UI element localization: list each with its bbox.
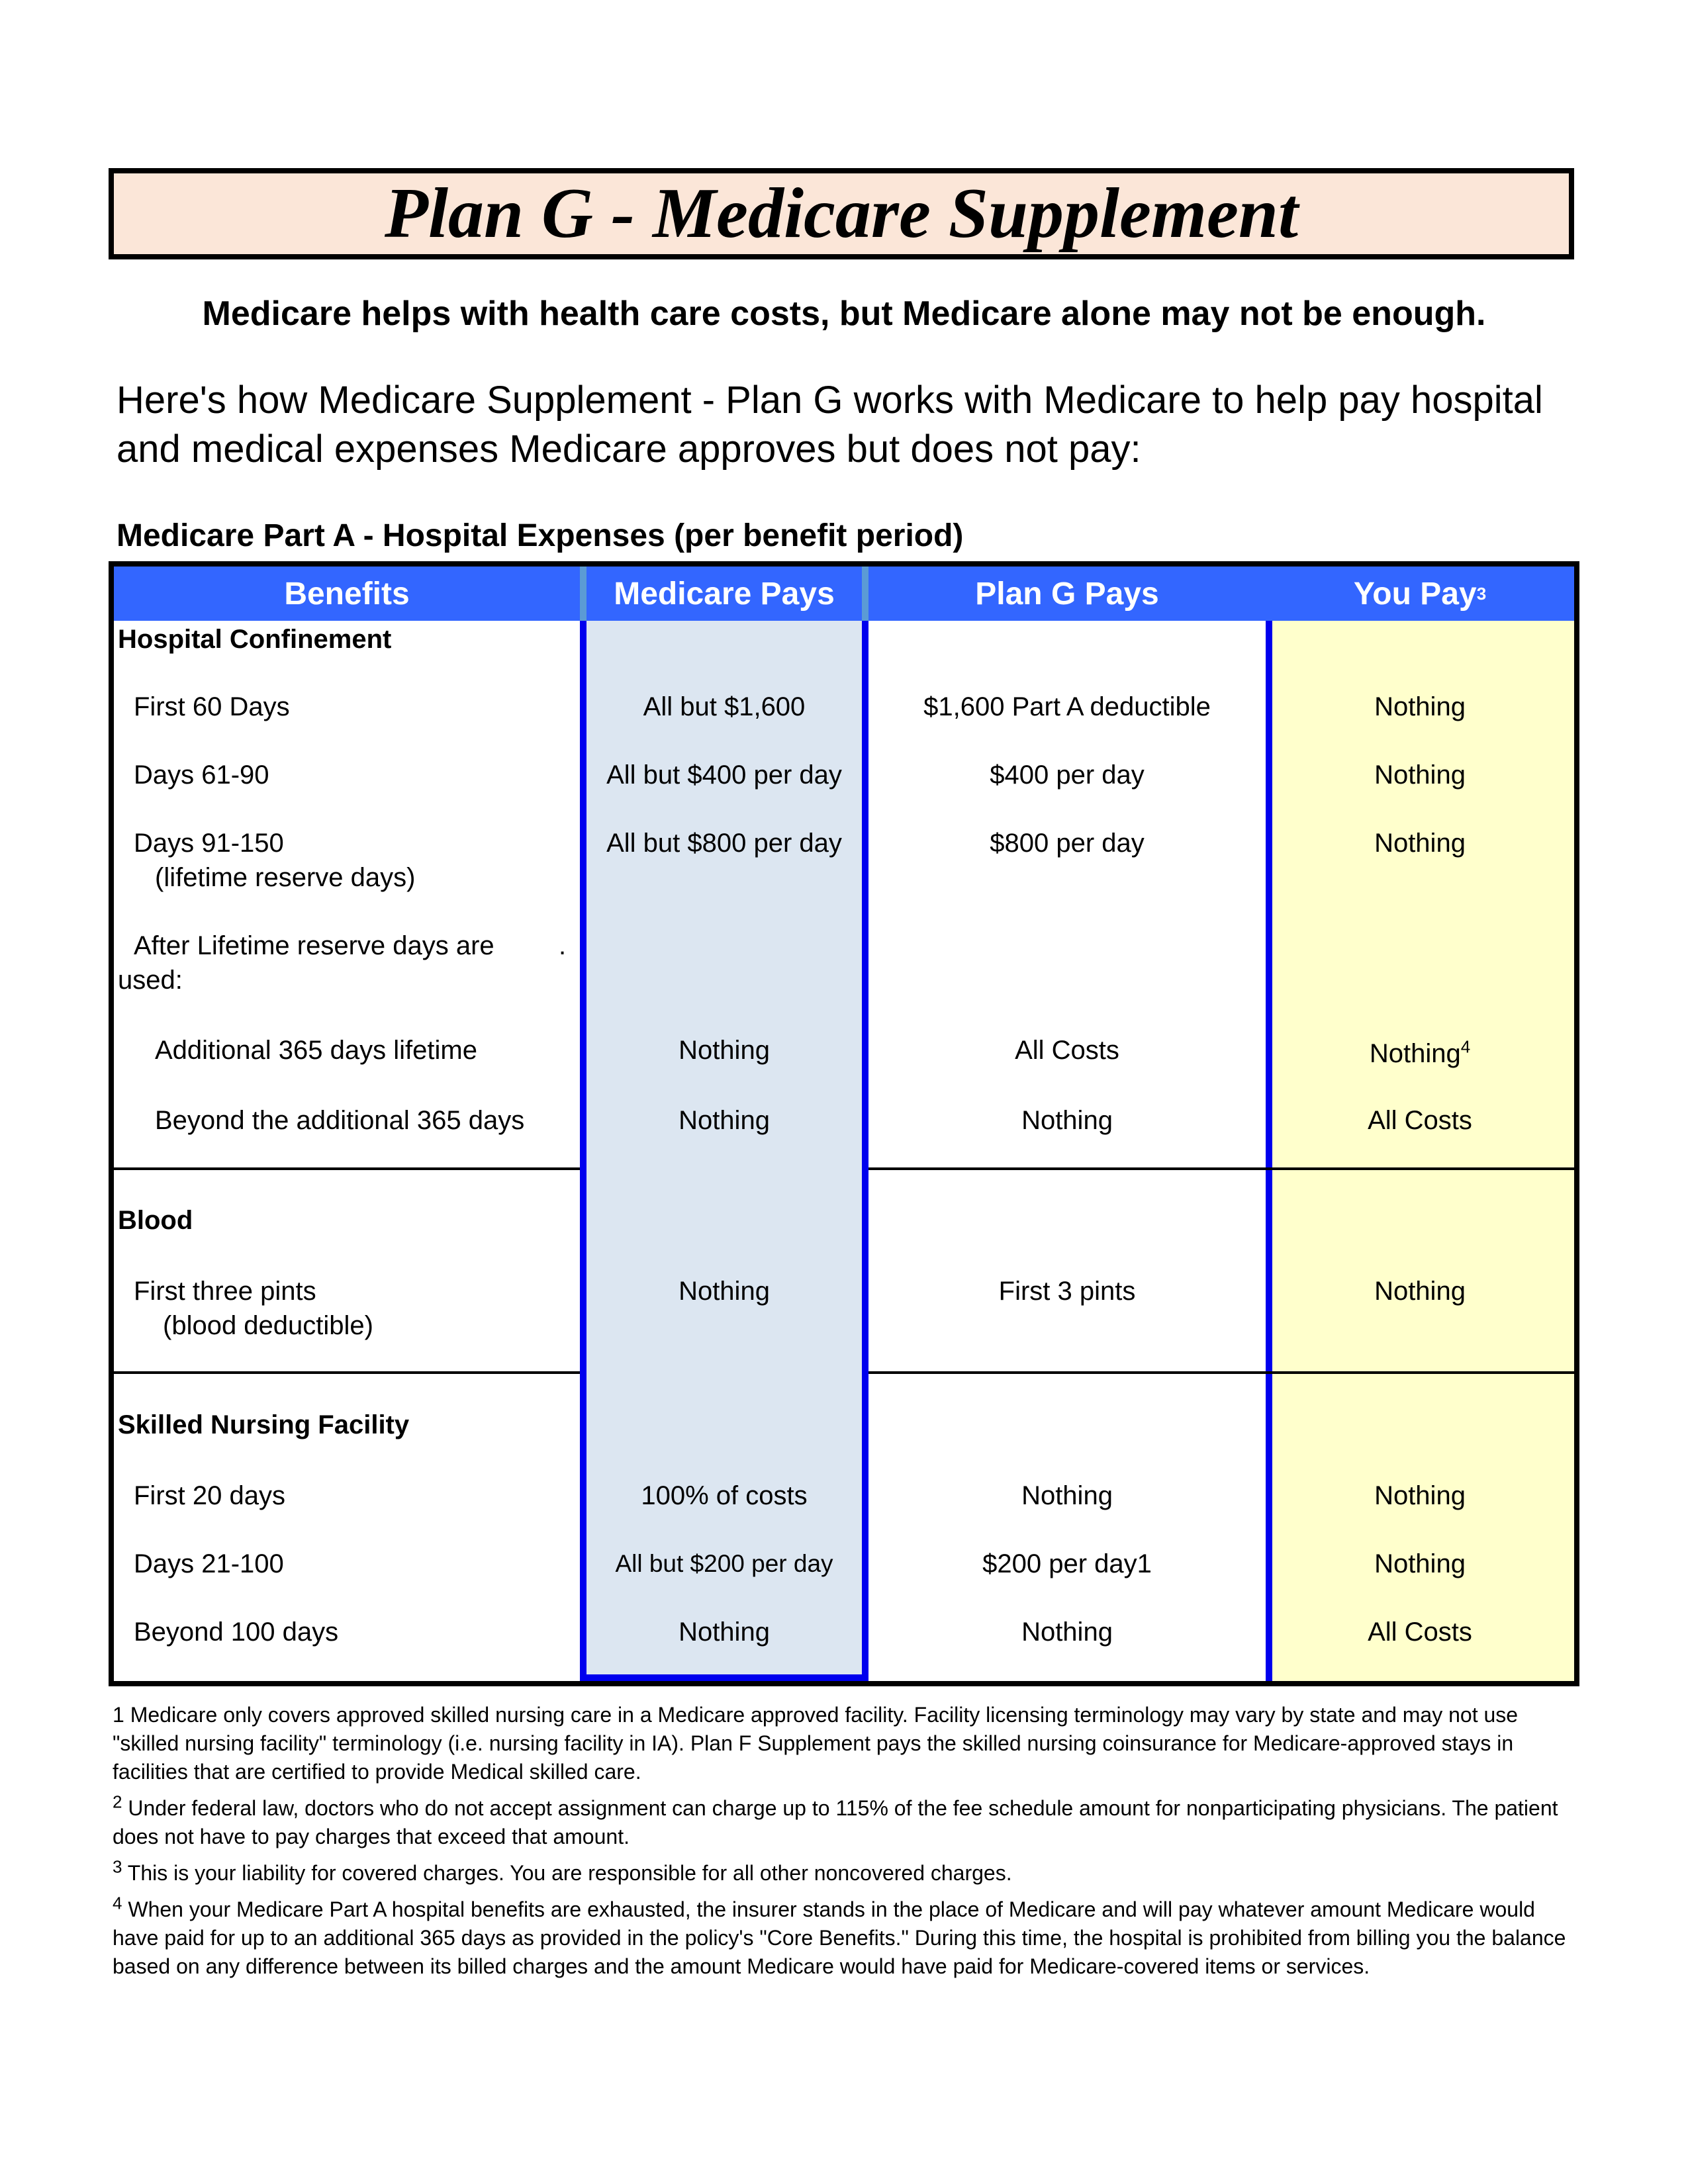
benefit-days-91-150: Days 91-150: [134, 829, 284, 858]
benefit-beyond-100-days: Beyond 100 days: [134, 1617, 339, 1647]
benefit-days-21-100: Days 21-100: [134, 1549, 284, 1578]
medicare-value: Nothing: [679, 1617, 770, 1647]
header-plan-g-pays: Plan G Pays: [868, 567, 1266, 621]
youpay-value: All Costs: [1368, 1617, 1472, 1647]
footnote-3-text: This is your liability for covered charges. You are responsible for all other noncovered charges.: [122, 1861, 1012, 1885]
header-medicare-pays: Medicare Pays: [580, 567, 868, 621]
section-divider: [868, 1167, 1574, 1170]
medicare-value: All but $400 per day: [606, 760, 842, 790]
category-hospital-confinement: Hospital Confinement: [118, 625, 392, 654]
subtitle: Medicare helps with health care costs, but Medicare alone may not be enough.: [202, 295, 1486, 333]
benefit-days-91-150-note: (lifetime reserve days): [155, 863, 416, 892]
plang-value: $800 per day: [990, 829, 1145, 858]
category-skilled-nursing: Skilled Nursing Facility: [118, 1410, 410, 1439]
plang-value: $200 per day1: [982, 1549, 1152, 1578]
section-divider: [114, 1371, 580, 1374]
medicare-value: All but $1,600: [643, 692, 806, 721]
footnote-4-text: When your Medicare Part A hospital benefits are exhausted, the insurer stands in the place of Medicare and will pay whatever amount Medicare would have paid for up to an additional 365 days as provided in the policy's "Core Benefits." During this time, the hospital is prohibited from billing you the balance based on any difference between its billed charges and the amount Medicare would have paid for Medicare-covered items or services.: [113, 1897, 1566, 1978]
after-lifetime-dot: .: [559, 931, 567, 960]
benefits-table: [109, 561, 1579, 1686]
plang-value: $1,600 Part A deductible: [923, 692, 1211, 721]
title-box: [109, 168, 1574, 259]
benefit-first-20-days: First 20 days: [134, 1481, 285, 1510]
section-divider: [868, 1371, 1574, 1374]
plang-value: Nothing: [1021, 1106, 1113, 1135]
header-you-pay-label: You Pay: [1353, 576, 1477, 612]
medicare-value: Nothing: [679, 1036, 770, 1065]
after-lifetime-label-cont: used:: [118, 966, 183, 995]
youpay-value: Nothing: [1374, 829, 1466, 858]
footnote-2-text: Under federal law, doctors who do not accept assignment can charge up to 115% of the fee schedule amount for nonparticipating physicians. The patient does not have to pay charges that exceed that amount.: [113, 1796, 1558, 1848]
section-heading: Medicare Part A - Hospital Expenses (per benefit period): [117, 518, 964, 553]
header-you-pay: You Pay 3: [1266, 567, 1574, 621]
footnote-ref-4: 4: [1460, 1036, 1471, 1057]
footnote-2: [113, 1794, 1582, 1851]
medicare-value: All but $200 per day: [615, 1550, 833, 1577]
after-lifetime-label: After Lifetime reserve days are: [134, 931, 494, 960]
youpay-value: Nothing: [1374, 1277, 1466, 1306]
footnote-3: [113, 1856, 1582, 1888]
youpay-value: Nothing: [1374, 1481, 1466, 1510]
medicare-value: Nothing: [679, 1106, 770, 1135]
benefit-first-60-days: First 60 Days: [134, 692, 290, 721]
header-benefits: Benefits: [114, 567, 580, 621]
youpay-value: All Costs: [1368, 1106, 1472, 1135]
plang-value: $400 per day: [990, 760, 1145, 790]
page-title: Plan G - Medicare Supplement: [385, 174, 1298, 253]
section-divider: [114, 1167, 580, 1170]
benefit-beyond-365: Beyond the additional 365 days: [155, 1106, 525, 1135]
plang-value: First 3 pints: [998, 1277, 1136, 1306]
medicare-value: All but $800 per day: [606, 829, 842, 858]
medicare-value: 100% of costs: [641, 1481, 808, 1510]
medicare-value: Nothing: [679, 1277, 770, 1306]
youpay-value: [1266, 1036, 1574, 1071]
youpay-value: Nothing: [1374, 760, 1466, 790]
footnote-1: 1 Medicare only covers approved skilled nursing care in a Medicare approved facility. Facility licensing terminology may vary by state and may not use "skilled nursing facility" terminology (i.e. nursing facility in IA). Plan F Supplement pays the skilled nursing coinsurance for Medicare-approved stays in facilities that are certified to provide Medical skilled care.: [113, 1703, 1519, 1784]
footnote-4: [113, 1895, 1582, 1981]
benefit-days-61-90: Days 61-90: [134, 760, 269, 790]
youpay-value: Nothing: [1374, 692, 1466, 721]
benefit-first-three-pints: First three pints: [134, 1277, 316, 1306]
footnotes: [113, 1701, 1582, 1989]
footnote-4-number: 4: [113, 1893, 122, 1913]
intro-paragraph: Here's how Medicare Supplement - Plan G works with Medicare to help pay hospital and medical expenses Medicare approves but does not pay:: [117, 379, 1543, 471]
plang-value: Nothing: [1021, 1481, 1113, 1510]
footnote-2-number: 2: [113, 1792, 122, 1812]
footnote-3-number: 3: [113, 1856, 122, 1877]
youpay-value: Nothing: [1374, 1549, 1466, 1578]
benefit-blood-deductible-note: (blood deductible): [163, 1311, 373, 1340]
plang-value: Nothing: [1021, 1617, 1113, 1647]
plang-value: All Costs: [1015, 1036, 1119, 1065]
youpay-value-text: Nothing: [1369, 1039, 1461, 1068]
category-blood: Blood: [118, 1206, 193, 1235]
benefit-additional-365: Additional 365 days lifetime: [155, 1036, 477, 1065]
